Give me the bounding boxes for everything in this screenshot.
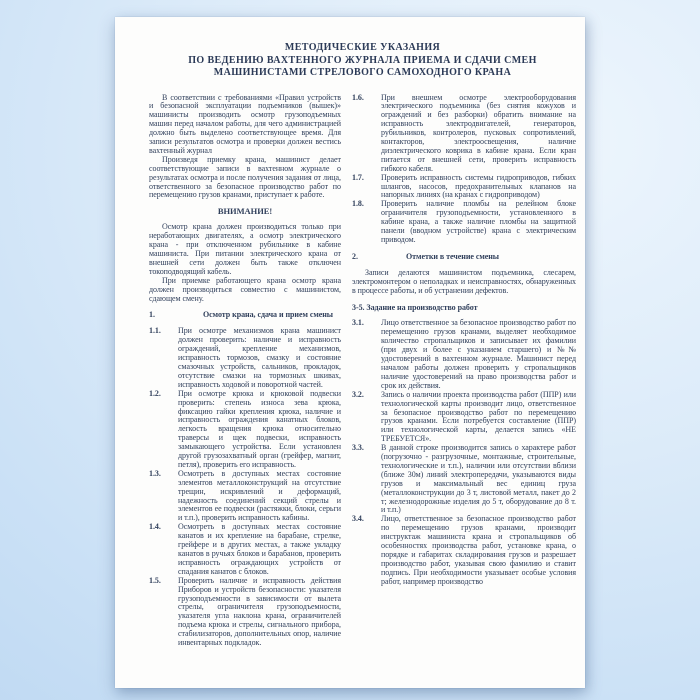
item-3-4-text: Лицо, ответственное за безопасное производство работ по перемещению грузов кранами, производит инструктаж машиниста крана и стропальщиков об особенностях производства работ, установке крана, о порядке и габаритах складирования грузов и разрешает производство работ, указывая свою фамилию и ставит подпись. При необходимости указывает особые условия работ, например производство (381, 514, 576, 586)
attention-paragraph-2: При приемке работающего крана осмотр крана должен производиться совместно с машинистом, сдающем смену. (149, 275, 341, 303)
item-1-8 (352, 200, 576, 245)
intro-paragraph-2: Произведя приемку крана, машинист делает соответствующие записи в вахтенном журнале о результатах осмотра и после получения задания от лица, ответственного за безопасное производство работ по перемещению грузов кранами, приступает к работе. (149, 154, 341, 200)
item-1-3-text: Осмотреть в доступных местах состояние элементов металлоконструкций на отсутствие трещин, искривлений и деформаций, надежность соединений секций стрелы и элементов ее подвески (растяжки, блоки, серьги и т.п.), проверить исправность кабины. (178, 468, 341, 523)
right-column (352, 94, 576, 648)
item-1-6-text: При внешнем осмотре электрооборудования электрического подъемника (без снятия кожухов и ограждений и без разборки) обратить внимание на исправность электродвигателей, генераторов, рубильников, контролеров, пусковых сопротивлений, контакторов, электроосвещения, наличие диэлектрического коврика в кабине крана. Если кран питается от внешней сети, проверить исправность гибкого кабеля. (381, 92, 576, 173)
title-line-3: МАШИНИСТАМИ СТРЕЛОВОГО САМОХОДНОГО КРАНА (213, 67, 512, 78)
item-3-1 (352, 319, 576, 390)
item-1-5-text: Проверить наличие и исправность действия Приборов и устройств безопасности: указателя грузоподъемности в зависимости от вылета стрелы, ограничителя грузоподъемности, указателя угла наклона крана, ограничителей подъема крюка и стрелы, сигнального прибора, стабилизаторов, дополнительных опор, наличие инвентарных подкладок. (178, 575, 341, 648)
item-1-7-number: 1.7. (352, 172, 364, 182)
item-1-1 (149, 327, 341, 389)
item-1-8-text: Проверить наличие пломбы на релейном блоке ограничителя грузоподъемности, установленного в кабине крана, а также наличие пломбы на защитной панели (вводном устройстве) крана с электрическим приводом. (381, 199, 576, 244)
item-3-3 (352, 444, 576, 515)
document-title (149, 42, 576, 80)
document-page (115, 17, 585, 688)
item-1-8-number: 1.8. (352, 199, 364, 209)
item-1-7-text: Проверить исправность системы гидроприводов, гибких шлангов, насосов, предохранительных клапанов на напорных линиях (на кранах с гидроприводом) (381, 172, 576, 200)
item-1-1-number: 1.1. (149, 326, 161, 336)
item-1-4-number: 1.4. (149, 522, 161, 532)
section-2-paragraph: Записи делаются машинистом подъемника, слесарем, электромонтером о неполадках и неисправностях, обнаруженных в процессе работы, и об устранении дефектов. (352, 267, 576, 295)
item-3-4 (352, 515, 576, 586)
section-1-heading (149, 311, 341, 320)
item-1-5-number: 1.5. (149, 575, 161, 585)
item-1-6-number: 1.6. (352, 92, 364, 102)
item-1-2 (149, 390, 341, 470)
item-3-4-number: 3.4. (352, 514, 364, 524)
item-3-1-text: Лицо ответственное за безопасное производство работ по перемещению грузов кранами, выделяет необходимое количество стропальщиков и записывает их фамилии (при двух и более с указанием старшего) и №№ удостоверений в вахтенном журнале. Машинист перед началом работы должен проверить у стропальщиков наличие удостоверений на право производства работ и срок их действия. (381, 318, 576, 390)
section-2-number: 2. (352, 251, 358, 261)
item-1-5 (149, 577, 341, 648)
item-1-3-number: 1.3. (149, 468, 161, 478)
item-3-2-number: 3.2. (352, 389, 364, 399)
item-3-1-number: 3.1. (352, 318, 364, 328)
section-2-heading (352, 253, 576, 262)
intro-paragraph-1: В соответствии с требованиями «Правил устройств и безопасной эксплуатации подъемников (вышек)» машинисты производить осмотр грузоподъемных машин перед началом работы, для чего администрацией должно быть выделено соответствующее время. Для записи результатов осмотра и проверки должен вестись вахтенный журнал (149, 92, 341, 155)
attention-paragraph-1: Осмотр крана должен производиться только при неработающих двигателях, а осмотр электрического крана - при отключенном рубильнике в кабине машиниста. При питании электрического крана от внешней сети должен быть также отключен токоподводящий кабель. (149, 222, 341, 276)
item-1-1-text: При осмотре механизмов крана машинист должен проверить: наличие и исправность ограждений, крепление механизмов, исправность тормозов, смазку и состояние смазочных устройств, сальников, прокладок, отсутствие смазки на тормозных шкивах, исправность ходовой и поворотной частей. (178, 326, 341, 389)
left-column (149, 94, 341, 648)
item-1-4-text: Осмотреть в доступных местах состояние канатов и их крепление на барабане, стрелке, грейфере и в других местах, а также укладку канатов в ручьях блоков и барабанов, проверить исправность ограждающих устройств от спадания канатов с блоков. (178, 522, 341, 576)
title-line-2: ПО ВЕДЕНИЮ ВАХТЕННОГО ЖУРНАЛА ПРИЕМА И СДАЧИ СМЕН (188, 54, 537, 66)
item-1-2-number: 1.2. (149, 388, 161, 398)
section-3-5-heading: 3-5. Задание на производство работ (352, 302, 478, 312)
item-3-3-number: 3.3. (352, 443, 364, 453)
section-2-title: Отметки в течение смены (406, 251, 499, 261)
item-3-2 (352, 391, 576, 444)
item-3-3-text: В данной строке производится запись о характере работ (погрузочно - разгрузочные, монтажные, строительные, технологические и т.п.), наличии или отсутствии вблизи (ближе 30м) линий электропередачи, указываются виды грузов и максимальный вес единиц груза (металлоконструкции до 3 т, листовой металл, пакет до 2 т; железнодорожные изделия до 5 т, оборудование до 8 т. и т.п.) (381, 443, 576, 515)
section-1-number: 1. (149, 310, 155, 320)
two-column-body (149, 94, 576, 648)
attention-heading: ВНИМАНИЕ! (217, 206, 273, 217)
item-1-4 (149, 523, 341, 576)
title-line-1: МЕТОДИЧЕСКИЕ УКАЗАНИЯ (284, 42, 441, 53)
section-1-title: Осмотр крана, сдача и прием смены (203, 310, 333, 320)
item-1-3 (149, 470, 341, 523)
item-1-2-text: При осмотре крюка и крюковой подвески проверить: степень износа зева крюка, фиксацию гайки крепления крюка, наличие и исправность ограждения канатных блоков, легкость вращения крюка относительно траверсы и щек подвески, исправность замыкающего устройства. Если установлен другой грузозахватный орган (грейфер, магнит, петля), проверить его исправность. (178, 388, 341, 469)
item-1-7 (352, 174, 576, 201)
item-3-2-text: Запись о наличии проекта производства работ (ППР) или технологической карты производит лицо, ответственное за безопасное производство работ по перемещению грузов кранами. Если потребуется составление (ППР) или технологической карты, делается запись «НЕ ТРЕБУЕТСЯ». (381, 389, 576, 444)
item-1-6 (352, 94, 576, 174)
